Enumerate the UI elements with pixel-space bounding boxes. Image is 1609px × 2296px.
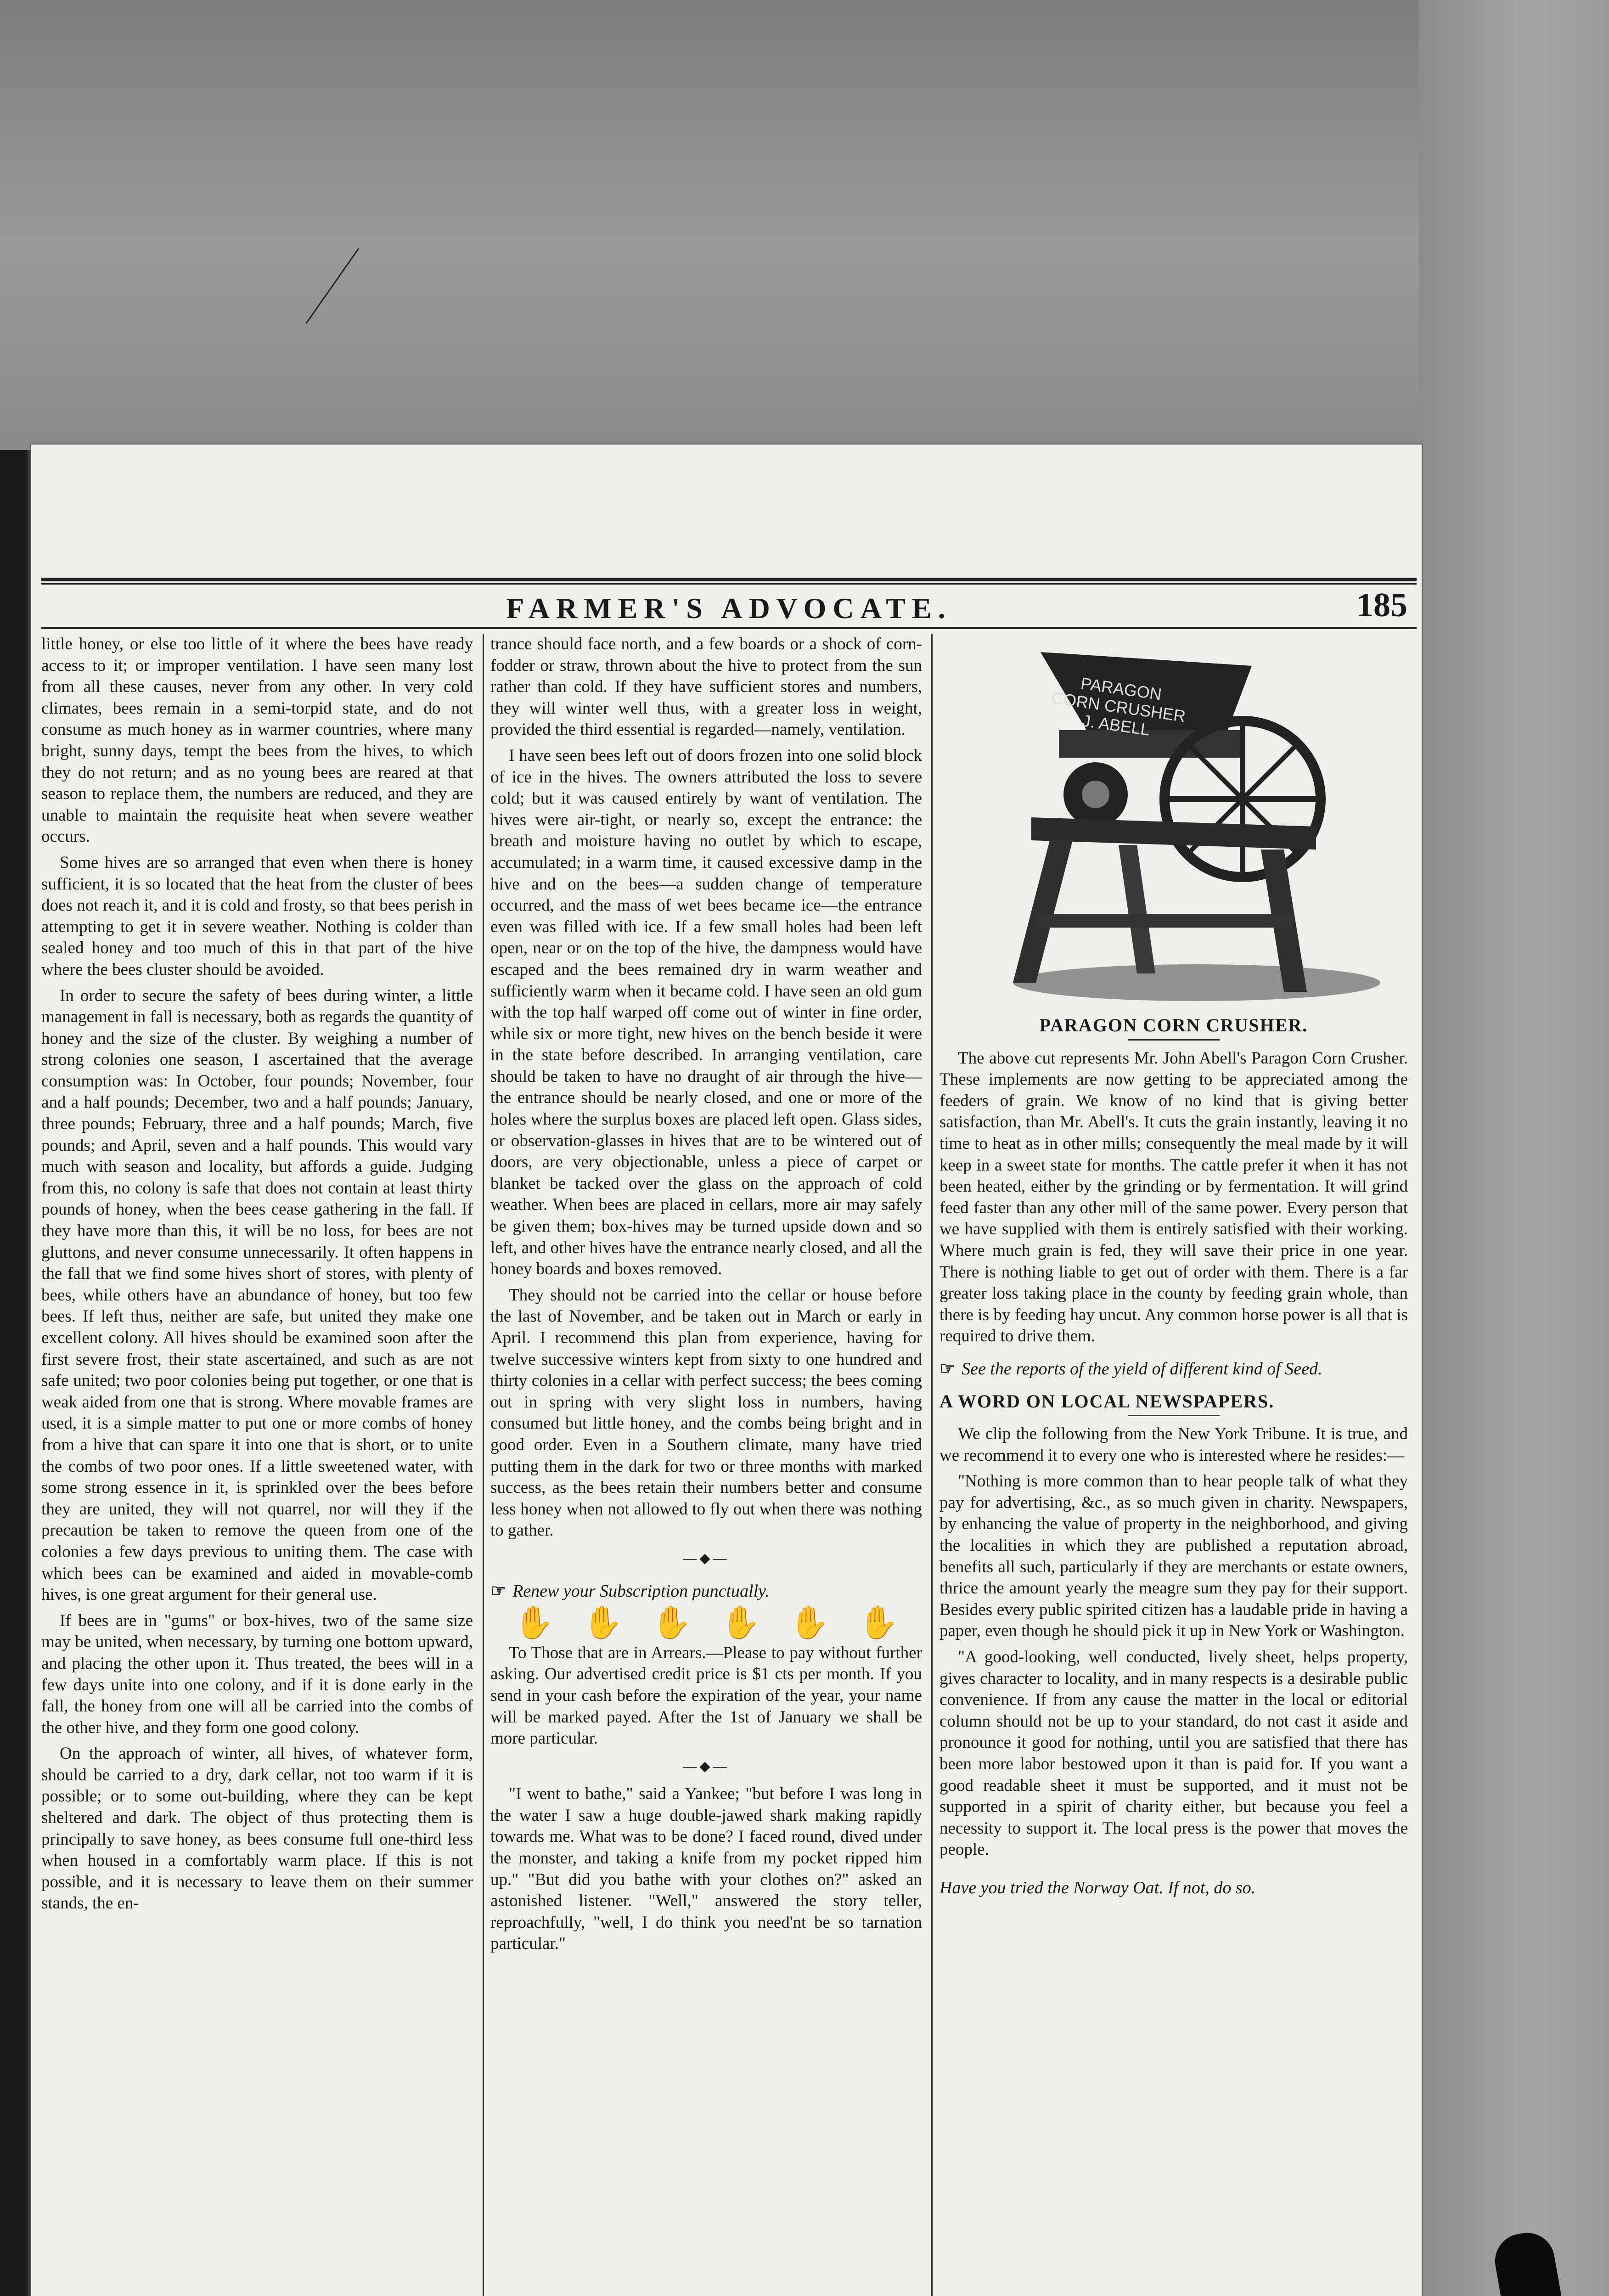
- scan-background-top: [0, 0, 1609, 450]
- illustration-caption: PARAGON CORN CRUSHER.: [1039, 1015, 1308, 1035]
- paragraph: Some hives are so arranged that even when there is honey sufficient, it is so located that the heat from the cluster of bees does not reach it, and it is cold and frosty, so that bees perish in attempting to get it in severe weather. Nothing is colder than sealed honey and too much of this in that part of the hive where the bees cluster should be avoided.: [41, 853, 473, 979]
- hand-icon: ✋: [652, 1605, 692, 1641]
- corn-crusher-illustration: [967, 634, 1380, 1010]
- norway-oat-notice: Have you tried the Norway Oat. If not, do so.: [940, 1878, 1256, 1897]
- paragraph: In order to secure the safety of bees during winter, a little management in fall is necessary, both as regards the quantity of honey and the size of the cluster. By weighing a number of strong colonies one season, I ascertained that the average consumption was: In October, four pounds; November, four and a half pounds; December, two and a half pounds; January, three pounds; February, three and a half pounds; March, five pounds; and April, seven and a half pounds. This would vary much with season and locality, but affords a guide. Judging from this, no colony is safe that does not contain at least thirty pounds of honey, when the bees cease gathering in the fall. If they have more than this, it will be no loss, for bees are not gluttons, and never consume unnecessarily. It often happens in the fall that we find some hives short of stores, with plenty of bees, while others have an abundance of honey, but too few bees. If left thus, neither are safe, but united they make one excellent colony. All hives should be examined soon after the first severe frost, their state ascertained, and such as are not safe united; two poor colonies being put together, or one that is weak aided from one that is strong. Where movable frames are used, it is a simple matter to put one or more combs of honey from a hive that can spare it into one that is short, or to unite the combs of two poor ones. If a little sweetened water, with some strong essence in it, is sprinkled over the bees before they are united, they will not quarrel, nor will they if the precaution be taken to remove the queen from one of the colonies a few days previous to uniting them. The case with which bees can be examined and aided in movable-comb hives, is one great argument for their general use.: [41, 986, 473, 1604]
- paragraph: little honey, or else too little of it where the bees have ready access to it; or improper ventilation. I have seen many lost from all these causes, never from any other. In very cold climates, bees remain in a semi-torpid state, and do not consume as much honey as in warmer countries, where many bright, sunny days, tempt the bees from the hives, to which they do not return; and as no young bees are reared at that season to replace them, the numbers are reduced, and they are unable to maintain the requisite heat when severe weather occurs.: [41, 635, 473, 846]
- article-heading: A WORD ON LOCAL NEWSPAPERS.: [940, 1390, 1275, 1412]
- paragraph: The above cut represents Mr. John Abell's Paragon Corn Crusher. These implements are now getting to be appreciated among the feeders of grain. We know of no kind that is giving better satisfaction, than Mr. Abell's. It cuts the grain instantly, leaving it no time to heat as in other mills; consequently the meal made by it will keep in a sweet state for months. The cattle prefer it when it has not been heated, either by the grinding or by fermentation. It will grind feed faster than any other mill of the same power. Every person that we have supplied with them is entirely satisfied with their working. Where much grain is fed, they will save their price in one year. There is nothing liable to get out of order with them. There is a far greater loss taking place in the county by feeding grain whole, than there is by feeding hay uncut. Any common horse power is all that is required to drive them.: [940, 1048, 1408, 1346]
- ornament-divider: —◆—: [683, 1550, 730, 1566]
- seed-reports-notice: [940, 1358, 1408, 1380]
- paragraph: On the approach of winter, all hives, of whatever form, should be carried to a dry, dark cellar, not too warm if it is possible; or to some out-building, where they can be kept sheltered and dark. The object of thus protecting them is principally to save honey, as bees consume full one-third less when housed in a comfortably warm place. If this is not possible, and it is necessary to leave them on their summer stands, the en-: [41, 1744, 473, 1913]
- masthead: FARMER'S ADVOCATE.: [506, 592, 952, 625]
- subscription-notice-text: Renew your Subscription punctually.: [512, 1581, 770, 1601]
- hands-ornament-row: [500, 1605, 913, 1641]
- machine-label: PARAGON CORN CRUSHER J. ABELL: [1050, 674, 1187, 739]
- hand-icon: ✋: [789, 1605, 830, 1641]
- caption-rule: [1128, 1039, 1220, 1041]
- paragraph: I have seen bees left out of doors frozen into one solid block of ice in the hives. The owners attributed the loss to severe cold; but it was caused entirely by want of ventilation. The hives were air-tight, or nearly so, except the entrance: the breath and moisture having no outlet by which to escape, accumulated; in a warm time, it caused excessive damp in the hive and on the bees—a sudden change of temperature occurred, and the mass of wet bees became ice—the entrance even was filled with ice. If a few small holes had been left open, near or on the top of the hive, the dampness would have escaped and the bees remained dry in warm weather and sufficiently warm when it became cold. I have seen an old gum with the top half warped off come out of winter in fine order, while six or more tight, new hives on the bench beside it were in the state before described. In arranging ventilation, care should be taken to have no draught of air through the hive—the entrance should be nearly closed, and one or more of the holes where the surplus boxes are placed left open. Glass sides, or observation-glasses in hives that are to be wintered out of doors, are very objectionable, unless a piece of carpet or blanket be tacked over the glass on the approach of cold weather. When bees are placed in cellars, more air may safely be given them; box-hives may be turned upside down and so left, and other hives have the entrance nearly closed, and all the honey boards and boxes removed.: [490, 746, 923, 1279]
- paragraph: We clip the following from the New York Tribune. It is true, and we recommend it to every one who is interested where he resides:—: [940, 1424, 1408, 1465]
- scan-background-right: [1419, 0, 1609, 2296]
- hand-icon: ✋: [583, 1605, 623, 1641]
- scan-background-left: [0, 450, 28, 2296]
- paragraph: "Nothing is more common than to hear people talk of what they pay for advertising, &c., as so much given in charity. Newspapers, by enhancing the value of property in the neighborhood, and giving the localities in which they are published a reputation abroad, benefits all such, particularly if they are merchants or estate owners, thrice the amount yearly the meagre sum they pay for their support. Besides every public spirited citizen has a laudable pride in having a paper, even though he should pick it up in New York or Washington.: [940, 1472, 1408, 1641]
- pointing-hand-icon: ☞: [490, 1581, 506, 1601]
- paragraph: trance should face north, and a few boards or a shock of corn-fodder or straw, thrown about the hive to protect from the sun rather than cold. If they have sufficient stores and numbers, they will winter well thus, with a greater loss in weight, provided the third essential is regarded—namely, ventilation.: [490, 635, 922, 739]
- hand-icon: ✋: [858, 1605, 899, 1641]
- page-number: 185: [1356, 586, 1407, 624]
- ornament-divider: —◆—: [683, 1758, 730, 1774]
- column-divider: [931, 634, 933, 2296]
- newspaper-page: [31, 445, 1422, 2296]
- seed-reports-notice-text: See the reports of the yield of different kind of Seed.: [962, 1359, 1322, 1379]
- column-1: [41, 634, 473, 1919]
- column-2: [490, 634, 922, 1959]
- paragraph: "I went to bathe," said a Yankee; "but before I was long in the water I saw a huge double-jawed shark making rapidly towards me. What was to be done? I faced round, dived under the monster, and taking a knife from my pocket ripped him up." "But did you bathe with your clothes on?" asked an astonished listener. "Well," answered the story teller, reproachfully, "well, I do think you need'nt be so tarnation particular.": [490, 1784, 922, 1953]
- paragraph: "A good-looking, well conducted, lively sheet, helps property, gives character to locality, and in many respects is a desirable public convenience. If from any cause the matter in the local or editorial column should not be up to your standard, do not cast it aside and pronounce it good for nothing, until you are satisfied that there has been more labor bestowed upon it than is paid for. If you want a good readable sheet it must be supported, and it must not be supported in a spirit of charity either, but because you feel a necessity to support it. The local press is the power that moves the people.: [940, 1648, 1408, 1859]
- paragraph: If bees are in "gums" or box-hives, two of the same size may be united, when necessary, by turning one bottom upward, and placing the other upon it. Thus treated, the bees will in a few days unite into one colony, and if it is done early in the fall, the honey from one will all be carried into the combs of the other hive, and they form one good colony.: [41, 1611, 473, 1737]
- heading-rule: [1128, 1415, 1220, 1416]
- hand-icon: ✋: [514, 1605, 554, 1641]
- column-3: [940, 634, 1408, 1910]
- hand-icon: ✋: [720, 1605, 761, 1641]
- page-header: [41, 582, 1417, 625]
- pointing-hand-icon: ☞: [940, 1359, 956, 1379]
- header-rule-bottom: [41, 627, 1417, 629]
- subscription-notice: [490, 1581, 922, 1602]
- paragraph: To Those that are in Arrears.—Please to pay without further asking. Our advertised credit price is $1 cts per month. If you send in your cash before the expiration of the year, your name will be marked payed. After the 1st of January we shall be more particular.: [490, 1643, 922, 1748]
- column-divider: [483, 634, 484, 2296]
- paragraph: They should not be carried into the cellar or house before the last of November, and be taken out in March or early in April. I recommend this plan from experience, having for twelve successive winters kept from sixty to one hundred and thirty colonies in a cellar with perfect success; the bees coming out in spring with very slight loss in numbers, having consumed but little honey, and the combs being bright and in good order. Even in a Southern climate, many have tried putting them in the dark for two or three months with marked success, as the bees retain their numbers better and consume less honey when not allowed to fly out when there was nothing to gather.: [490, 1285, 922, 1540]
